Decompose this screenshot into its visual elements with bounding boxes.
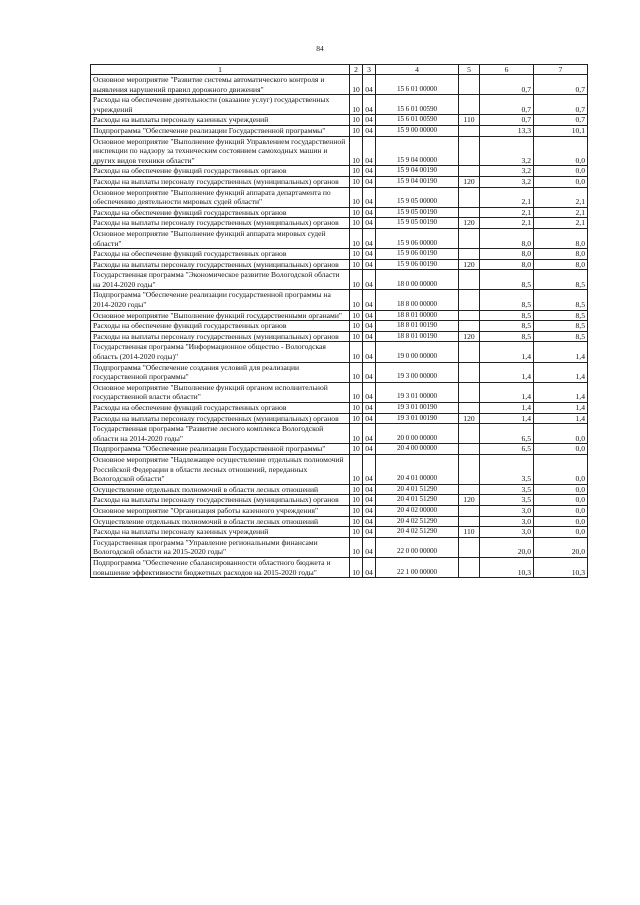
amount-year1-cell: 8,5 <box>480 331 534 342</box>
section-code-cell: 10 <box>350 249 363 260</box>
subsection-code-cell: 04 <box>363 228 376 248</box>
subsection-code-cell: 04 <box>363 537 376 557</box>
expense-type-cell <box>459 444 480 455</box>
table-row <box>91 342 588 362</box>
table-row <box>91 527 588 538</box>
table-row <box>91 495 588 506</box>
amount-year2-cell: 1,4 <box>534 382 588 402</box>
table-row <box>91 537 588 557</box>
expense-type-cell <box>459 136 480 166</box>
row-name-cell: Основное мероприятие "Выполнение функций Управлением государственной инспекции по надзору за техническим состоянием самоходных машин и других видов техники области" <box>91 136 350 166</box>
amount-year1-cell: 2,1 <box>480 187 534 207</box>
amount-year1-cell: 20,0 <box>480 537 534 557</box>
expense-type-cell: 120 <box>459 176 480 187</box>
column-header: 2 <box>350 65 363 75</box>
target-article-cell: 19 3 01 00190 <box>376 403 459 414</box>
row-name-cell: Расходы на выплаты персоналу казенных учреждений <box>91 527 350 538</box>
amount-year2-cell: 1,4 <box>534 342 588 362</box>
row-name-cell: Подпрограмма "Обеспечение реализации государственной программы на 2014-2020 годы" <box>91 290 350 310</box>
target-article-cell: 15 9 00 00000 <box>376 125 459 136</box>
subsection-code-cell: 04 <box>363 382 376 402</box>
subsection-code-cell: 04 <box>363 495 376 506</box>
expense-type-cell: 120 <box>459 218 480 229</box>
table-row <box>91 249 588 260</box>
amount-year1-cell: 2,1 <box>480 207 534 218</box>
subsection-code-cell: 04 <box>363 249 376 260</box>
row-name-cell: Расходы на выплаты персоналу государственных (муниципальных) органов <box>91 331 350 342</box>
column-header: 4 <box>376 65 459 75</box>
row-name-cell: Расходы на выплаты персоналу государственных (муниципальных) органов <box>91 495 350 506</box>
subsection-code-cell: 04 <box>363 557 376 577</box>
expense-type-cell <box>459 207 480 218</box>
amount-year1-cell: 6,5 <box>480 424 534 444</box>
row-name-cell: Расходы на выплаты персоналу государственных (муниципальных) органов <box>91 218 350 229</box>
amount-year2-cell: 0,0 <box>534 444 588 455</box>
expense-type-cell <box>459 290 480 310</box>
subsection-code-cell: 04 <box>363 115 376 126</box>
column-header: 6 <box>480 65 534 75</box>
row-name-cell: Основное мероприятие "Выполнение функций государственными органами" <box>91 310 350 321</box>
table-row <box>91 95 588 115</box>
target-article-cell: 15 6 01 00000 <box>376 75 459 95</box>
expense-type-cell <box>459 557 480 577</box>
amount-year1-cell: 1,4 <box>480 413 534 424</box>
target-article-cell: 18 8 01 00190 <box>376 321 459 332</box>
column-header: 1 <box>91 65 350 75</box>
amount-year1-cell: 3,5 <box>480 495 534 506</box>
subsection-code-cell: 04 <box>363 505 376 516</box>
section-code-cell: 10 <box>350 259 363 270</box>
amount-year1-cell: 3,0 <box>480 516 534 527</box>
section-code-cell: 10 <box>350 342 363 362</box>
section-code-cell: 10 <box>350 125 363 136</box>
row-name-cell: Осуществление отдельных полномочий в области лесных отношений <box>91 484 350 495</box>
expense-type-cell <box>459 516 480 527</box>
target-article-cell: 20 4 00 00000 <box>376 444 459 455</box>
table-row <box>91 310 588 321</box>
subsection-code-cell: 04 <box>363 218 376 229</box>
row-name-cell: Расходы на обеспечение функций государственных органов <box>91 403 350 414</box>
budget-table <box>90 64 588 578</box>
subsection-code-cell: 04 <box>363 290 376 310</box>
expense-type-cell <box>459 362 480 382</box>
target-article-cell: 22 0 00 00000 <box>376 537 459 557</box>
header-row <box>91 65 588 75</box>
amount-year1-cell: 10,3 <box>480 557 534 577</box>
section-code-cell: 10 <box>350 218 363 229</box>
amount-year1-cell: 8,0 <box>480 249 534 260</box>
amount-year2-cell: 10,1 <box>534 125 588 136</box>
subsection-code-cell: 04 <box>363 413 376 424</box>
amount-year2-cell: 0,0 <box>534 495 588 506</box>
subsection-code-cell: 04 <box>363 444 376 455</box>
table-row <box>91 290 588 310</box>
table-row <box>91 403 588 414</box>
table-row <box>91 75 588 95</box>
table-row <box>91 207 588 218</box>
amount-year2-cell: 0,0 <box>534 176 588 187</box>
subsection-code-cell: 04 <box>363 454 376 484</box>
target-article-cell: 15 6 01 00590 <box>376 95 459 115</box>
table-row <box>91 187 588 207</box>
target-article-cell: 20 0 00 00000 <box>376 424 459 444</box>
amount-year2-cell: 0,0 <box>534 516 588 527</box>
amount-year2-cell: 8,5 <box>534 290 588 310</box>
amount-year2-cell: 0,7 <box>534 115 588 126</box>
target-article-cell: 22 1 00 00000 <box>376 557 459 577</box>
amount-year2-cell: 2,1 <box>534 207 588 218</box>
amount-year1-cell: 1,4 <box>480 382 534 402</box>
expense-type-cell <box>459 382 480 402</box>
section-code-cell: 10 <box>350 454 363 484</box>
table-row <box>91 424 588 444</box>
table-row <box>91 382 588 402</box>
expense-type-cell <box>459 95 480 115</box>
expense-type-cell <box>459 505 480 516</box>
subsection-code-cell: 04 <box>363 403 376 414</box>
table-row <box>91 136 588 166</box>
table-body <box>91 75 588 578</box>
expense-type-cell: 110 <box>459 115 480 126</box>
column-header: 7 <box>534 65 588 75</box>
amount-year2-cell: 8,0 <box>534 249 588 260</box>
amount-year2-cell: 8,0 <box>534 228 588 248</box>
subsection-code-cell: 04 <box>363 270 376 290</box>
expense-type-cell <box>459 249 480 260</box>
row-name-cell: Государственная программа "Управление региональными финансами Вологодской области на 2015-2020 годы" <box>91 537 350 557</box>
row-name-cell: Подпрограмма "Обеспечение реализации Государственной программы" <box>91 125 350 136</box>
amount-year1-cell: 3,5 <box>480 454 534 484</box>
row-name-cell: Основное мероприятие "Развитие системы автоматического контроля и выявления нарушений правил дорожного движения" <box>91 75 350 95</box>
table-row <box>91 259 588 270</box>
table-row <box>91 228 588 248</box>
subsection-code-cell: 04 <box>363 484 376 495</box>
table-row <box>91 516 588 527</box>
section-code-cell: 10 <box>350 505 363 516</box>
section-code-cell: 10 <box>350 484 363 495</box>
section-code-cell: 10 <box>350 527 363 538</box>
target-article-cell: 20 4 01 00000 <box>376 454 459 484</box>
amount-year2-cell: 8,0 <box>534 259 588 270</box>
subsection-code-cell: 04 <box>363 310 376 321</box>
amount-year2-cell: 1,4 <box>534 413 588 424</box>
section-code-cell: 10 <box>350 228 363 248</box>
section-code-cell: 10 <box>350 413 363 424</box>
subsection-code-cell: 04 <box>363 95 376 115</box>
row-name-cell: Расходы на выплаты персоналу государственных (муниципальных) органов <box>91 176 350 187</box>
expense-type-cell: 120 <box>459 259 480 270</box>
amount-year1-cell: 8,5 <box>480 270 534 290</box>
subsection-code-cell: 04 <box>363 176 376 187</box>
amount-year1-cell: 2,1 <box>480 218 534 229</box>
expense-type-cell <box>459 270 480 290</box>
row-name-cell: Основное мероприятие "Выполнение функций органом исполнительной государственной власти области" <box>91 382 350 402</box>
row-name-cell: Основное мероприятие "Надлежащее осуществление отдельных полномочий Российской Федерации в области лесных отношений, переданных Вологодской области" <box>91 454 350 484</box>
amount-year2-cell: 1,4 <box>534 362 588 382</box>
section-code-cell: 10 <box>350 270 363 290</box>
target-article-cell: 20 4 02 51290 <box>376 516 459 527</box>
section-code-cell: 10 <box>350 444 363 455</box>
section-code-cell: 10 <box>350 331 363 342</box>
row-name-cell: Подпрограмма "Обеспечение реализации Государственной программы" <box>91 444 350 455</box>
target-article-cell: 20 4 01 51290 <box>376 495 459 506</box>
row-name-cell: Расходы на выплаты персоналу государственных (муниципальных) органов <box>91 413 350 424</box>
target-article-cell: 19 3 00 00000 <box>376 362 459 382</box>
row-name-cell: Подпрограмма "Обеспечение создания условий для реализации государственной программы" <box>91 362 350 382</box>
target-article-cell: 15 9 06 00000 <box>376 228 459 248</box>
expense-type-cell: 120 <box>459 413 480 424</box>
row-name-cell: Основное мероприятие "Выполнение функций аппарата мировых судей области" <box>91 228 350 248</box>
amount-year1-cell: 3,2 <box>480 166 534 177</box>
amount-year2-cell: 0,0 <box>534 136 588 166</box>
amount-year2-cell: 1,4 <box>534 403 588 414</box>
table-row <box>91 454 588 484</box>
table-row <box>91 331 588 342</box>
row-name-cell: Расходы на обеспечение функций государственных органов <box>91 166 350 177</box>
amount-year1-cell: 0,7 <box>480 95 534 115</box>
table-row <box>91 362 588 382</box>
section-code-cell: 10 <box>350 382 363 402</box>
amount-year2-cell: 0,7 <box>534 75 588 95</box>
section-code-cell: 10 <box>350 516 363 527</box>
amount-year1-cell: 1,4 <box>480 342 534 362</box>
amount-year2-cell: 0,0 <box>534 424 588 444</box>
target-article-cell: 15 9 06 00190 <box>376 249 459 260</box>
target-article-cell: 15 9 05 00190 <box>376 218 459 229</box>
table-row <box>91 484 588 495</box>
amount-year2-cell: 8,5 <box>534 331 588 342</box>
amount-year2-cell: 8,5 <box>534 310 588 321</box>
table-row <box>91 444 588 455</box>
subsection-code-cell: 04 <box>363 259 376 270</box>
target-article-cell: 15 9 05 00000 <box>376 187 459 207</box>
section-code-cell: 10 <box>350 176 363 187</box>
table-row <box>91 166 588 177</box>
amount-year1-cell: 3,5 <box>480 484 534 495</box>
target-article-cell: 20 4 02 51290 <box>376 527 459 538</box>
table-row <box>91 270 588 290</box>
row-name-cell: Расходы на выплаты персоналу государственных (муниципальных) органов <box>91 259 350 270</box>
expense-type-cell <box>459 424 480 444</box>
expense-type-cell <box>459 166 480 177</box>
amount-year2-cell: 8,5 <box>534 321 588 332</box>
section-code-cell: 10 <box>350 136 363 166</box>
table-row <box>91 505 588 516</box>
amount-year2-cell: 0,0 <box>534 454 588 484</box>
section-code-cell: 10 <box>350 207 363 218</box>
expense-type-cell <box>459 321 480 332</box>
row-name-cell: Основное мероприятие "Организация работы казенного учреждения" <box>91 505 350 516</box>
expense-type-cell <box>459 484 480 495</box>
section-code-cell: 10 <box>350 187 363 207</box>
row-name-cell: Основное мероприятие "Выполнение функций аппарата департамента по обеспечению деятельности мировых судей области" <box>91 187 350 207</box>
expense-type-cell: 120 <box>459 495 480 506</box>
amount-year1-cell: 0,7 <box>480 115 534 126</box>
row-name-cell: Государственная программа "Экономическое развитие Вологодской области на 2014-2020 годы" <box>91 270 350 290</box>
amount-year2-cell: 20,0 <box>534 537 588 557</box>
amount-year2-cell: 8,5 <box>534 270 588 290</box>
expense-type-cell <box>459 310 480 321</box>
row-name-cell: Подпрограмма "Обеспечение сбалансированности областного бюджета и повышение эффективности бюджетных расходов на 2015-2020 годы" <box>91 557 350 577</box>
expense-type-cell <box>459 228 480 248</box>
amount-year1-cell: 8,0 <box>480 259 534 270</box>
amount-year1-cell: 0,7 <box>480 75 534 95</box>
subsection-code-cell: 04 <box>363 75 376 95</box>
amount-year1-cell: 6,5 <box>480 444 534 455</box>
subsection-code-cell: 04 <box>363 321 376 332</box>
target-article-cell: 19 3 01 00000 <box>376 382 459 402</box>
table-row <box>91 125 588 136</box>
expense-type-cell <box>459 187 480 207</box>
row-name-cell: Расходы на обеспечение функций государственных органов <box>91 321 350 332</box>
target-article-cell: 18 8 01 00000 <box>376 310 459 321</box>
target-article-cell: 15 9 04 00190 <box>376 176 459 187</box>
row-name-cell: Государственная программа "Развитие лесного комплекса Вологодской области на 2014-2020 годы" <box>91 424 350 444</box>
target-article-cell: 20 4 02 00000 <box>376 505 459 516</box>
section-code-cell: 10 <box>350 95 363 115</box>
table-row <box>91 321 588 332</box>
target-article-cell: 18 8 01 00190 <box>376 331 459 342</box>
section-code-cell: 10 <box>350 537 363 557</box>
subsection-code-cell: 04 <box>363 166 376 177</box>
target-article-cell: 15 9 06 00190 <box>376 259 459 270</box>
page-number: 84 <box>316 44 324 53</box>
subsection-code-cell: 04 <box>363 362 376 382</box>
amount-year1-cell: 8,5 <box>480 290 534 310</box>
subsection-code-cell: 04 <box>363 136 376 166</box>
amount-year2-cell: 0,7 <box>534 95 588 115</box>
amount-year1-cell: 8,5 <box>480 310 534 321</box>
subsection-code-cell: 04 <box>363 187 376 207</box>
expense-type-cell <box>459 537 480 557</box>
amount-year1-cell: 8,0 <box>480 228 534 248</box>
expense-type-cell <box>459 403 480 414</box>
amount-year2-cell: 10,3 <box>534 557 588 577</box>
row-name-cell: Расходы на выплаты персоналу казенных учреждений <box>91 115 350 126</box>
amount-year1-cell: 3,2 <box>480 176 534 187</box>
expense-type-cell <box>459 75 480 95</box>
subsection-code-cell: 04 <box>363 424 376 444</box>
expense-type-cell <box>459 454 480 484</box>
column-header: 3 <box>363 65 376 75</box>
target-article-cell: 15 9 04 00000 <box>376 136 459 166</box>
table-row <box>91 176 588 187</box>
amount-year2-cell: 2,1 <box>534 187 588 207</box>
section-code-cell: 10 <box>350 75 363 95</box>
section-code-cell: 10 <box>350 166 363 177</box>
amount-year1-cell: 8,5 <box>480 321 534 332</box>
row-name-cell: Расходы на обеспечение функций государственных органов <box>91 207 350 218</box>
amount-year2-cell: 2,1 <box>534 218 588 229</box>
target-article-cell: 19 0 00 00000 <box>376 342 459 362</box>
row-name-cell: Государственная программа "Информационное общество - Вологодская область (2014-2020 годы)" <box>91 342 350 362</box>
row-name-cell: Расходы на обеспечение функций государственных органов <box>91 249 350 260</box>
target-article-cell: 18 8 00 00000 <box>376 290 459 310</box>
amount-year1-cell: 3,0 <box>480 527 534 538</box>
amount-year2-cell: 0,0 <box>534 484 588 495</box>
section-code-cell: 10 <box>350 115 363 126</box>
expense-type-cell: 120 <box>459 331 480 342</box>
amount-year2-cell: 0,0 <box>534 505 588 516</box>
target-article-cell: 15 6 01 00590 <box>376 115 459 126</box>
section-code-cell: 10 <box>350 424 363 444</box>
target-article-cell: 18 0 00 00000 <box>376 270 459 290</box>
target-article-cell: 15 9 05 00190 <box>376 207 459 218</box>
amount-year1-cell: 3,0 <box>480 505 534 516</box>
section-code-cell: 10 <box>350 495 363 506</box>
amount-year2-cell: 0,0 <box>534 166 588 177</box>
section-code-cell: 10 <box>350 310 363 321</box>
section-code-cell: 10 <box>350 321 363 332</box>
subsection-code-cell: 04 <box>363 342 376 362</box>
subsection-code-cell: 04 <box>363 331 376 342</box>
section-code-cell: 10 <box>350 290 363 310</box>
row-name-cell: Осуществление отдельных полномочий в области лесных отношений <box>91 516 350 527</box>
amount-year1-cell: 3,2 <box>480 136 534 166</box>
amount-year1-cell: 1,4 <box>480 403 534 414</box>
target-article-cell: 19 3 01 00190 <box>376 413 459 424</box>
subsection-code-cell: 04 <box>363 516 376 527</box>
section-code-cell: 10 <box>350 403 363 414</box>
section-code-cell: 10 <box>350 557 363 577</box>
subsection-code-cell: 04 <box>363 125 376 136</box>
column-header: 5 <box>459 65 480 75</box>
target-article-cell: 20 4 01 51290 <box>376 484 459 495</box>
subsection-code-cell: 04 <box>363 207 376 218</box>
table-row <box>91 557 588 577</box>
expense-type-cell <box>459 125 480 136</box>
section-code-cell: 10 <box>350 362 363 382</box>
table-row <box>91 218 588 229</box>
amount-year2-cell: 0,0 <box>534 527 588 538</box>
expense-type-cell: 110 <box>459 527 480 538</box>
table-row <box>91 413 588 424</box>
target-article-cell: 15 9 04 00190 <box>376 166 459 177</box>
subsection-code-cell: 04 <box>363 527 376 538</box>
row-name-cell: Расходы на обеспечение деятельности (оказание услуг) государственных учреждений <box>91 95 350 115</box>
amount-year1-cell: 1,4 <box>480 362 534 382</box>
table-row <box>91 115 588 126</box>
expense-type-cell <box>459 342 480 362</box>
amount-year1-cell: 13,3 <box>480 125 534 136</box>
